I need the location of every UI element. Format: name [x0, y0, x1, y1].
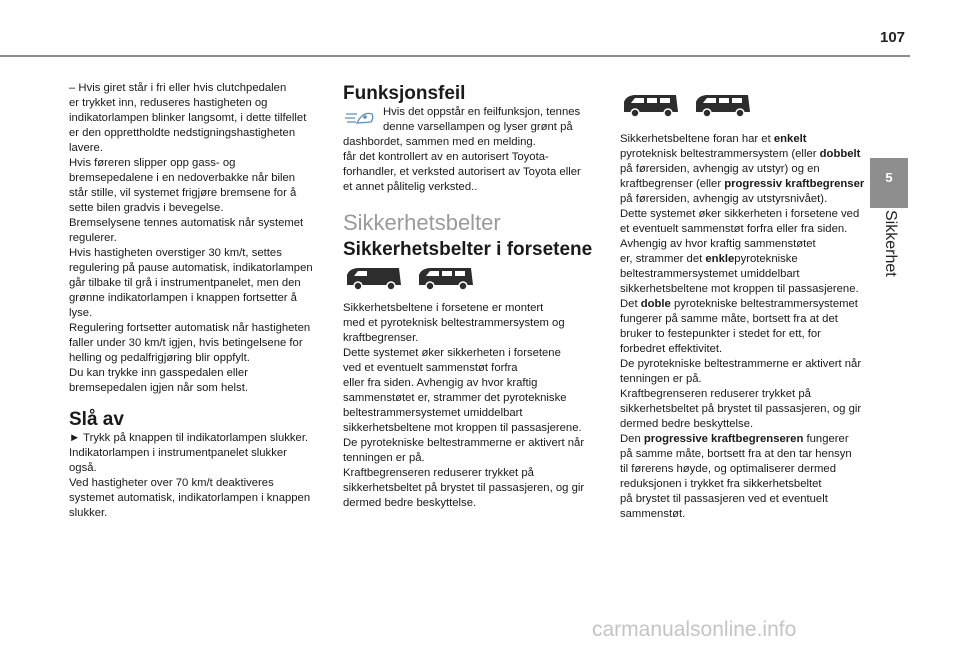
warning-paragraph: Hvis det oppstår en feilfunksjon, tennes denne varsellampen og lyser grønt på	[383, 106, 581, 133]
pretensioner-paragraph: Sikkerhetsbeltene foran har et enkelt pyroteknisk beltestrammersystem (eller dobbelt på førersiden, avhengig av utstyr) og en kraftbegrenser (eller progressiv kraftbegrenser på førersiden, avhengig av utstyrsnivået). Dette systemet øker sikkerheten i forsetene ved et eventuelt sammenstøt forfra eller fra siden. Avhengig av hvor kraftig sammenstøtet er, strammer det enklepyrotekniske beltestrammersystemet umiddelbart sikkerhetsbeltene mot kroppen til passasjerene. Det doble pyrotekniske beltestrammersystemet fungerer på samme måte, bortsett fra at det bruker to festepunkter i stedet for ett, for forbedret effektivitet. De pyrotekniske beltestrammerne er aktivert når tenningen er på. Kraftbegrenseren reduserer trykket på sikkerhetsbeltet på brystet til passasjeren, og gir dermed bedre beskyttelse. Den progressive kraftbegrenseren fungerer på samme måte, bortsett fra at den tar hensyn til førerens høyde, og optimaliserer dermed reduksjonen i trykket fra sikkerhetsbeltet på brystet til passasjeren ved et eventuelt sammenstøt.	[620, 133, 865, 520]
warning-row	[343, 105, 605, 135]
turn-off-heading: Slå av	[69, 409, 124, 430]
warning-continued: dashbordet, sammen med en melding. får det kontrollert av en autorisert Toyota- forhandler, et verksted autorisert av Toyota eller et annet pålitelig verksted..	[343, 136, 581, 193]
vehicle-icons	[343, 265, 605, 291]
seatbelts-section-title: Sikkerhetsbelter	[343, 210, 501, 235]
column-middle	[343, 83, 605, 511]
malfunction-heading: Funksjonsfeil	[343, 83, 466, 104]
passenger-van-icon	[415, 265, 475, 291]
chapter-label-text: Sikkerhet	[882, 210, 899, 277]
warning-lamp-icon	[343, 108, 377, 128]
turn-off-paragraph: ► Trykk på knappen til indikatorlampen slukker. Indikatorlampen i instrumentpanelet slukker også. Ved hastigheter over 70 km/t deaktiveres systemet automatisk, indikatorlampen i knappen slukker.	[69, 432, 311, 519]
vehicle-icons	[620, 92, 882, 118]
column-left	[69, 81, 331, 521]
passenger-van-icon	[692, 92, 752, 118]
header-divider	[0, 55, 910, 57]
front-seatbelts-heading: Sikkerhetsbelter i forsetene	[343, 239, 593, 260]
page-number: 107	[880, 29, 906, 46]
front-seatbelts-paragraph: Sikkerhetsbeltene i forsetene er montert med et pyroteknisk beltestrammersystem og kraftbegrenser. Dette systemet øker sikkerheten i forsetene ved et eventuelt sammenstøt forfra eller fra siden. Avhengig av hvor kraftig sammenstøtet er, strammer det pyrotekniske beltestrammersystemet umiddelbart sikkerhetsbeltene mot kroppen til passasjerene. De pyrotekniske beltestrammerne er aktivert når tenningen er på. Kraftbegrenseren reduserer trykket på sikkerhetsbeltet på brystet til passasjeren, og gir dermed bedre beskyttelse.	[343, 302, 585, 509]
column-right	[620, 92, 882, 522]
watermark: carmanualsonline.info	[592, 618, 797, 641]
downhill-paragraph: – Hvis giret står i fri eller hvis clutchpedalen er trykket inn, reduseres hastigheten og indikatorlampen blinker langsomt, i dette tilfellet er den opprettholdte nedstigningshastigheten lavere. Hvis føreren slipper opp gass- og bremsepedalene i en nedoverbakke når bilen står stille, vil systemet frigjøre bremsene for å sette bilen gradvis i bevegelse. Bremselysene tennes automatisk når systemet regulerer. Hvis hastigheten overstiger 30 km/t, settes regulering på pause automatisk, indikatorlampen går tilbake til grå i instrumentpanelet, men den grønne indikatorlampen i knappen fortsetter å lyse. Regulering fortsetter automatisk når hastigheten faller under 30 km/t igjen, hvis betingelsene for helling og pedalfrigjøring blir oppfylt. Du kan trykke inn gasspedalen eller bremsepedalen igjen når som helst.	[69, 82, 313, 394]
passenger-van-icon	[620, 92, 680, 118]
van-icon	[343, 265, 403, 291]
chapter-number: 5	[885, 170, 893, 185]
